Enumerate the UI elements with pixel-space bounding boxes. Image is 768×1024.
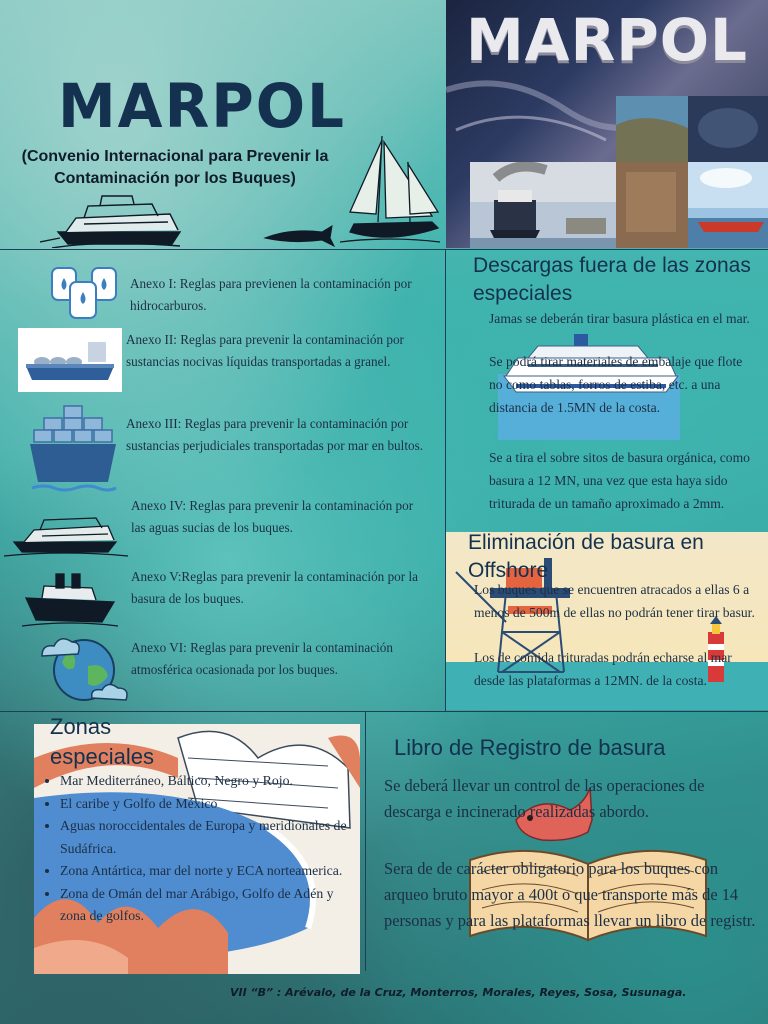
collage-title: MARPOL	[465, 6, 749, 74]
container-ship-icon	[28, 404, 118, 496]
descargas-heading: Descargas fuera de las zonas especiales	[473, 254, 751, 305]
ships-sketch-illustration	[40, 132, 446, 248]
libro-heading: Libro de Registro de basura	[394, 735, 666, 760]
offshore-heading: Eliminación de basura en Offshore	[468, 531, 704, 582]
libro-p1: Se deberá llevar un control de las operaciones de descarga e incinerado realizadas abordo.	[384, 776, 705, 821]
annex-5-text: Anexo V:Reglas para prevenir la contaminación por la basura de los buques.	[131, 569, 418, 606]
divider-vertical-lower	[365, 711, 366, 971]
annex-1-text: Anexo I: Reglas para previenen la contaminación por hidrocarburos.	[130, 276, 412, 313]
zona-item: • Aguas noroccidentales de Europa y meridionales de Sudáfrica.	[60, 815, 356, 860]
poster-title: MARPOL	[57, 70, 347, 142]
libro-p2: Sera de de carácter obligatorio para los buques con arqueo bruto mayor a 400t o que transporte más de 14 personas y para las plataformas llevar un libro de registr.	[384, 859, 756, 930]
zona-item: • El caribe y Golfo de México	[60, 793, 356, 816]
zonas-list	[44, 770, 356, 928]
annex-4-text: Anexo IV: Reglas para prevenir la contaminación por las aguas sucias de los buques.	[131, 498, 414, 535]
marpol-photo-collage	[446, 0, 768, 248]
ferry-sketch-icon	[4, 504, 128, 560]
annex-3-text: Anexo III: Reglas para prevenir la contaminación por sustancias perjudiciales transportadas por mar en bultos.	[126, 416, 424, 453]
oil-barrels-icon	[48, 264, 124, 322]
divider-top	[0, 249, 768, 250]
descargas-p2: Se podrá tirar materiales de embalaje que flote no como tablas, forros de estiba, etc. a una distancia de 1.5MN de la costa.	[489, 354, 743, 415]
steamship-sketch-icon	[22, 566, 118, 628]
descargas-p1: Jamas se deberán tirar basura plástica en el mar.	[489, 311, 750, 326]
fish-sketch-icon	[265, 226, 334, 246]
sailboat-sketch-icon	[340, 136, 440, 242]
descargas-p3: Se a tira el sobre sitos de basura orgánica, como basura a 12 MN, una vez que esta haya sido triturada de un tamaño aproximado a 2mm.	[489, 450, 750, 511]
credits-footer: VII “B” : Arévalo, de la Cruz, Monterros, Morales, Reyes, Sosa, Susunaga.	[230, 986, 687, 999]
earth-cloud-icon	[38, 628, 130, 710]
ferry-sketch-icon	[40, 196, 180, 248]
poster-subtitle: (Convenio Internacional para Prevenir la Contaminación por los Buques)	[21, 148, 329, 187]
zonas-heading: Zonas especiales	[50, 714, 154, 769]
zona-item: • Zona de Omán del mar Arábigo, Golfo de Adén y zona de golfos.	[60, 883, 356, 928]
zona-item: • Mar Mediterráneo, Báltico, Negro y Rojo.	[60, 770, 356, 793]
annex-6-text: Anexo VI: Reglas para prevenir la contaminación atmosférica ocasionada por los buques.	[131, 640, 393, 677]
offshore-p2: Los de comida trituradas podrán echarse al mar desde las plataformas a 12MN. de la costa.	[474, 650, 732, 688]
annex-2-text: Anexo II: Reglas para prevenir la contaminación por sustancias nocivas líquidas transportadas a granel.	[126, 332, 404, 369]
zona-item: • Zona Antártica, mar del norte y ECA norteamerica.	[60, 860, 356, 883]
offshore-p1: Los buques que se encuentren atracados a ellas 6 a menos de 500m de ellas no podrán tener tirar basur.	[474, 582, 755, 620]
tanker-ship-icon	[18, 328, 122, 392]
